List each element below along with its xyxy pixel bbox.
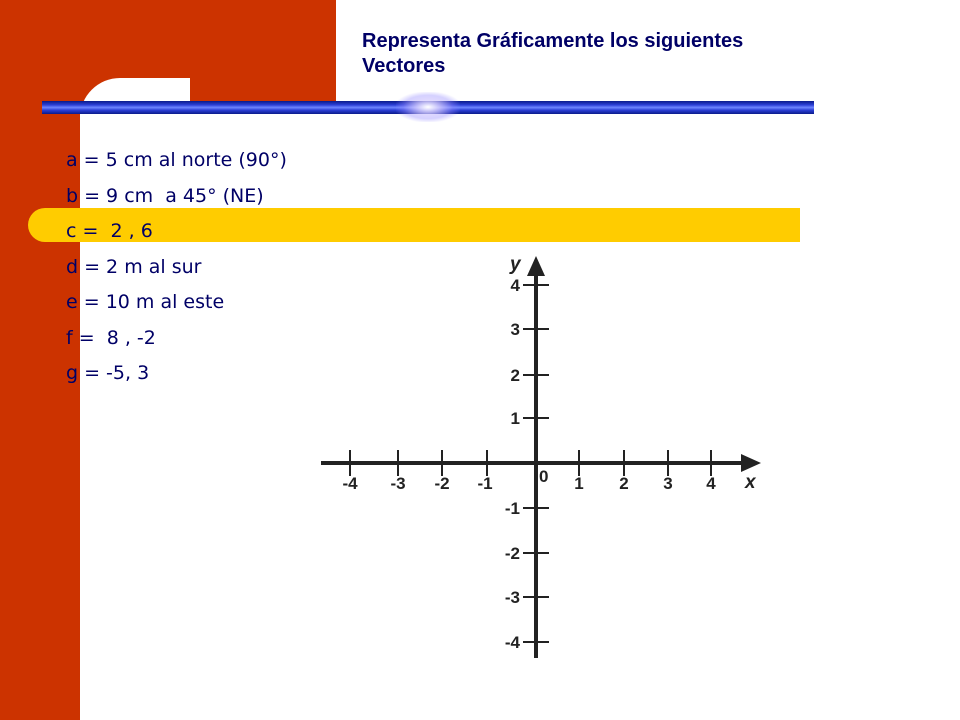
x-tick-label: 3 bbox=[663, 474, 673, 493]
y-tick-label: -3 bbox=[504, 588, 520, 607]
x-tick-label: 4 bbox=[706, 474, 716, 493]
x-tick-label: 2 bbox=[619, 474, 629, 493]
x-tick-label: -3 bbox=[390, 474, 406, 493]
title-line-2: Vectores bbox=[362, 55, 446, 77]
vector-item-e: e = 10 m al este bbox=[66, 291, 225, 313]
vector-list bbox=[66, 143, 287, 392]
x-tick-label: -2 bbox=[434, 474, 450, 493]
y-tick-label: 1 bbox=[510, 409, 520, 428]
vector-item-b: b = 9 cm a 45° (NE) bbox=[66, 184, 264, 207]
vector-item-g: g = -5, 3 bbox=[66, 362, 150, 384]
vector-item-f: f = 8 , -2 bbox=[66, 326, 156, 349]
y-tick-label: 3 bbox=[510, 320, 520, 339]
vector-item-d: d = 2 m al sur bbox=[66, 255, 202, 278]
y-tick-label: -1 bbox=[504, 499, 520, 518]
slide-title bbox=[362, 29, 922, 79]
vector-item-a: a = 5 cm al norte (90°) bbox=[66, 149, 287, 171]
y-tick-label: -2 bbox=[504, 544, 520, 563]
title-line-1: Representa Gráficamente los siguientes bbox=[362, 30, 744, 52]
y-axis-label: y bbox=[510, 254, 521, 275]
x-axis-arrow-icon bbox=[741, 454, 761, 472]
x-tick-label: -4 bbox=[342, 474, 358, 493]
x-axis-label: x bbox=[745, 472, 756, 493]
vector-item-c: c = 2 , 6 bbox=[66, 220, 153, 242]
x-tick-label: 1 bbox=[574, 474, 584, 493]
origin-label: 0 bbox=[539, 467, 549, 486]
y-axis-arrow-icon bbox=[527, 256, 545, 276]
y-tick-label: 4 bbox=[510, 276, 520, 295]
y-tick-label: -4 bbox=[504, 633, 520, 652]
x-tick-label: -1 bbox=[477, 474, 493, 493]
divider-glow bbox=[396, 92, 460, 122]
y-tick-label: 2 bbox=[510, 366, 520, 385]
cartesian-plane bbox=[315, 250, 775, 670]
